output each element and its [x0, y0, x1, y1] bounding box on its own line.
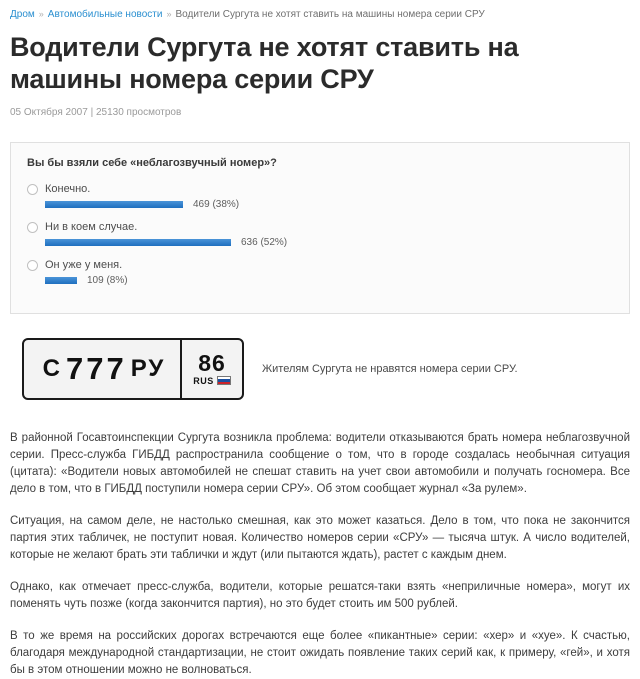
poll-option-3[interactable] [27, 259, 613, 285]
article-body [10, 430, 630, 679]
radio-icon[interactable] [27, 184, 38, 195]
plate-region-section [180, 340, 242, 398]
plate-letters-right: РУ [130, 355, 166, 382]
poll-bar-value: 636 (52%) [241, 237, 288, 248]
radio-icon[interactable] [27, 222, 38, 233]
plate-digits: 777 [65, 351, 127, 386]
poll-option-row[interactable] [27, 221, 613, 233]
plate-region-code: 86 [198, 349, 226, 376]
breadcrumb [8, 0, 632, 27]
article-views: 25130 просмотров [95, 107, 182, 118]
breadcrumb-separator-1: » [38, 9, 44, 19]
article-paragraph: Однако, как отмечает пресс-служба, водители, которые решатся-таки взять «неприличные номера», могут их поменять чуть позже (когда закончится партия), но это будет стоить им 500 рублей. [10, 581, 630, 610]
plate-country-code: RUS [193, 375, 214, 386]
figure-caption: Жителям Сургута не нравятся номера серии СРУ. [262, 363, 518, 375]
article-paragraph: Ситуация, на самом деле, не настолько смешная, как это может казаться. Дело в том, что пока не закончится партия этих табличек, не поступит новая. Количество номеров серии «СРУ» — тысяча штук. А число водителей, которые не желают брать эти таблички и ждут (или пытаются ждать), растет с каждым днем. [10, 515, 630, 561]
poll-bar-line [45, 200, 613, 209]
russian-flag-icon [217, 376, 231, 385]
article-paragraph: В то же время на российских дорогах встречаются еще более «пикантные» серии: «хер» и «хуе». К счастью, благодаря международной стандартизации, не стоит ожидать появление таких серий как, к примеру, «гей», и хотя бы в этом отношении можно не волноваться. [10, 630, 630, 676]
poll-option-row[interactable] [27, 259, 613, 271]
poll-widget [10, 142, 630, 314]
meta-separator: | [90, 107, 94, 118]
poll-option-label: Он уже у меня. [45, 259, 123, 271]
article-meta [10, 107, 630, 128]
poll-bar-line [45, 276, 613, 285]
poll-option-2[interactable] [27, 221, 613, 247]
plate-main-section [24, 340, 180, 398]
poll-bar [45, 277, 77, 284]
poll-bar-value: 469 (38%) [193, 199, 240, 210]
article-figure [10, 330, 630, 410]
breadcrumb-separator-2: » [166, 9, 172, 19]
plate-country-row [193, 376, 231, 386]
radio-icon[interactable] [27, 260, 38, 271]
plate-letter-left: С [42, 355, 62, 382]
poll-bar [45, 239, 231, 246]
poll-option-label: Конечно. [45, 183, 91, 195]
breadcrumb-item-current: Водители Сургута не хотят ставить на машины номера серии СРУ [175, 9, 485, 20]
article-date: 05 Октября 2007 [10, 107, 88, 118]
poll-bar [45, 201, 183, 208]
poll-option-label: Ни в коем случае. [45, 221, 138, 233]
poll-bar-line [45, 238, 613, 247]
poll-option-1[interactable] [27, 183, 613, 209]
page-title: Водители Сургута не хотят ставить на машины номера серии СРУ [10, 32, 519, 94]
article-paragraph: В районной Госавтоинспекции Сургута возникла проблема: водители отказываются брать номера неблагозвучной серии. Пресс-служба ГИБДД распространила сообщение о том, что в городе создалась необычная ситуация (цитата): «Водители новых автомобилей не спешат ставить на учет свои автомобили и получать госномера. Все дело в том, что в ГИБДД поступили номера серии СРУ». Об этом сообщает журнал «За рулем». [10, 432, 630, 495]
license-plate-image [22, 338, 244, 400]
poll-question: Вы бы взяли себе «неблагозвучный номер»? [27, 157, 277, 169]
breadcrumb-item-auto-news[interactable]: Автомобильные новости [47, 9, 163, 20]
breadcrumb-item-drom[interactable]: Дром [10, 9, 35, 20]
poll-bar-value: 109 (8%) [87, 275, 128, 286]
poll-option-row[interactable] [27, 183, 613, 195]
